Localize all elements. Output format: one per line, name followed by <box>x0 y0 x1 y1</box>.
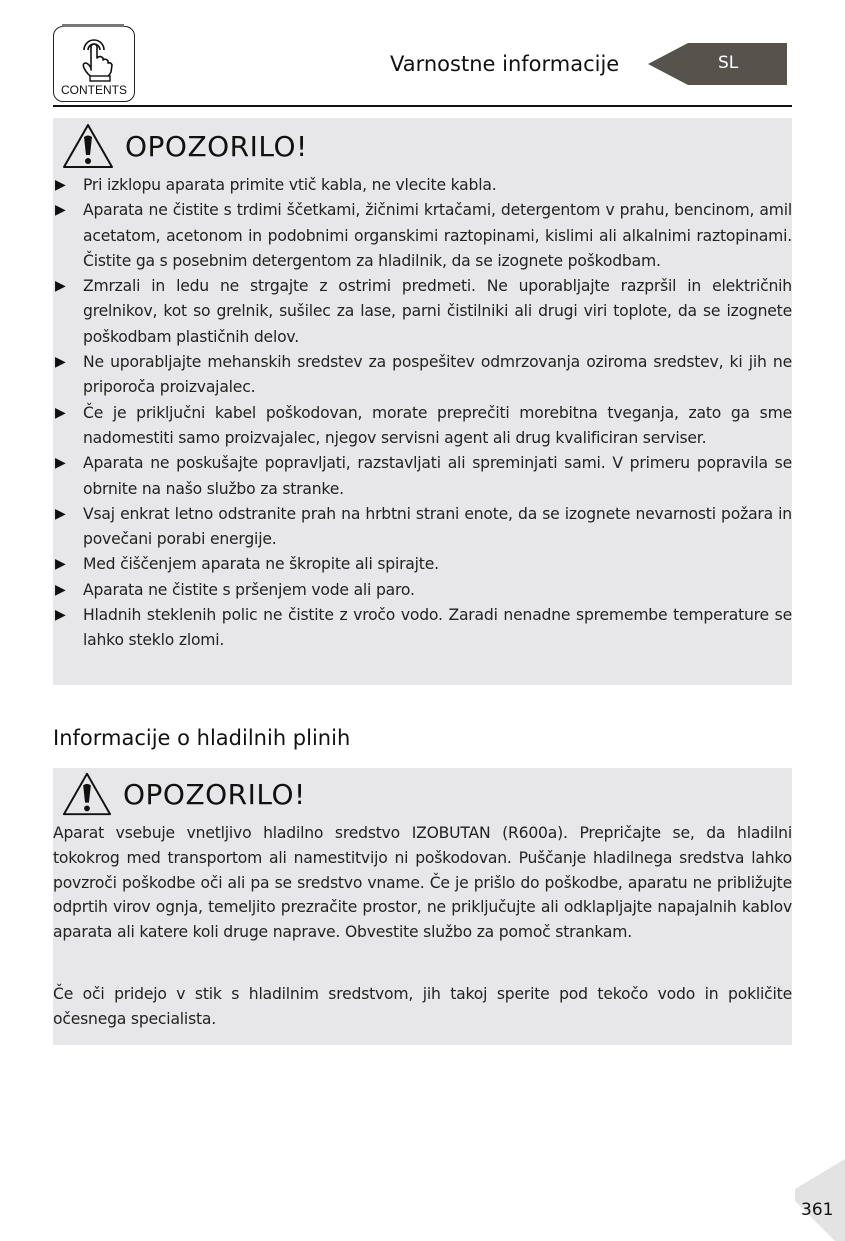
bullet-arrow-icon: ▶ <box>55 177 66 193</box>
language-tab[interactable] <box>648 43 787 85</box>
list-item: ▶ Aparata ne poskušajte popravljati, razstavljati ali spreminjati sami. V primeru popravila se obrnite na našo službo za stranke. <box>53 451 792 502</box>
warning-triangle-icon <box>61 770 113 818</box>
list-item: ▶ Zmrzali in ledu ne strgajte z ostrimi predmeti. Ne uporabljajte razpršil in električnih grelnikov, kot so grelnik, sušilec za lase, parni čistilniki ali drugi viri toplote, da se izognete poškodbam plastičnih delov. <box>53 274 792 350</box>
list-item: ▶ Ne uporabljajte mehanskih sredstev za pospešitev odmrzovanja oziroma sredstev, ki jih ne priporoča proizvajalec. <box>53 350 792 401</box>
list-item: ▶ Aparata ne čistite s trdimi ščetkami, žičnimi krtačami, detergentom v prahu, bencinom, amil acetatom, acetonom in podobnimi organskimi raztopinami, kislimi ali alkalnimi raztopinami. Čistite ga s posebnim detergentom za hladilnik, da se izognete poškodbam. <box>53 198 792 274</box>
bullet-arrow-icon: ▶ <box>55 404 66 421</box>
contents-button[interactable] <box>53 26 135 102</box>
list-item: ▶ Pri izklopu aparata primite vtič kabla, ne vlecite kabla. <box>53 173 792 198</box>
warning-heading: OPOZORILO! <box>123 777 306 811</box>
bullet-arrow-icon: ▶ <box>55 455 66 472</box>
bullet-arrow-icon: ▶ <box>55 581 66 598</box>
warning-header <box>61 122 308 170</box>
bullet-arrow-icon: ▶ <box>55 556 66 573</box>
bullet-arrow-icon: ▶ <box>55 202 66 219</box>
contents-top-bar <box>62 24 124 27</box>
bullet-arrow-icon: ▶ <box>55 607 66 624</box>
eye-contact-paragraph: Če oči pridejo v stik s hladilnim sredstvom, jih takoj sperite pod tekočo vodo in pokličite očesnega specialista. <box>53 985 792 1028</box>
language-tab-label: SL <box>718 53 739 73</box>
header-divider <box>53 105 792 107</box>
refrigerant-paragraph: Aparat vsebuje vnetljivo hladilno sredstvo IZOBUTAN (R600a). Prepričajte se, da hladilni tokokrog med transportom ali namestitvijo ni poškodovan. Puščanje hladilnega sredstva lahko povzroči poškodbe oči ali pa se sredstvo vname. Če je prišlo do poškodbe, aparatu ne približujte odprtih virov ognja, temeljito prezračite prostor, ne priključujte ali odklapljajte napajalnih kablov aparata ali katere koli druge naprave. Obvestite službo za pomoč strankam. <box>53 824 792 942</box>
list-item: ▶ Hladnih steklenih polic ne čistite z vročo vodo. Zaradi nenadne spremembe temperature se lahko steklo zlomi. <box>53 603 792 654</box>
warning-panel-cleaning <box>53 118 792 685</box>
page-number: 361 <box>801 1200 834 1220</box>
contents-label: CONTENTS <box>61 83 127 97</box>
bullet-arrow-icon: ▶ <box>55 354 66 371</box>
bullet-arrow-icon: ▶ <box>55 278 66 295</box>
tap-hand-icon <box>76 32 116 82</box>
page-header-title: Varnostne informacije <box>390 52 620 76</box>
list-item: ▶ Če je priključni kabel poškodovan, morate preprečiti morebitna tveganja, zato ga sme nadomestiti samo proizvajalec, njegov servisni agent ali drug kvalificiran serviser. <box>53 401 792 452</box>
warning-triangle-icon <box>61 122 115 170</box>
list-item: ▶ Med čiščenjem aparata ne škropite ali spirajte. <box>53 552 792 577</box>
warning-header <box>61 770 306 818</box>
list-item: ▶ Aparata ne čistite s pršenjem vode ali paro. <box>53 578 792 603</box>
warning-heading: OPOZORILO! <box>125 129 308 163</box>
bullet-arrow-icon: ▶ <box>55 505 66 522</box>
list-item: ▶ Vsaj enkrat letno odstranite prah na hrbtni strani enote, da se izognete nevarnosti požara in povečani porabi energije. <box>53 502 792 553</box>
warning-panel-refrigerant <box>53 768 792 1045</box>
section-title-refrigerant: Informacije o hladilnih plinih <box>53 726 351 750</box>
warning-list <box>53 173 792 654</box>
